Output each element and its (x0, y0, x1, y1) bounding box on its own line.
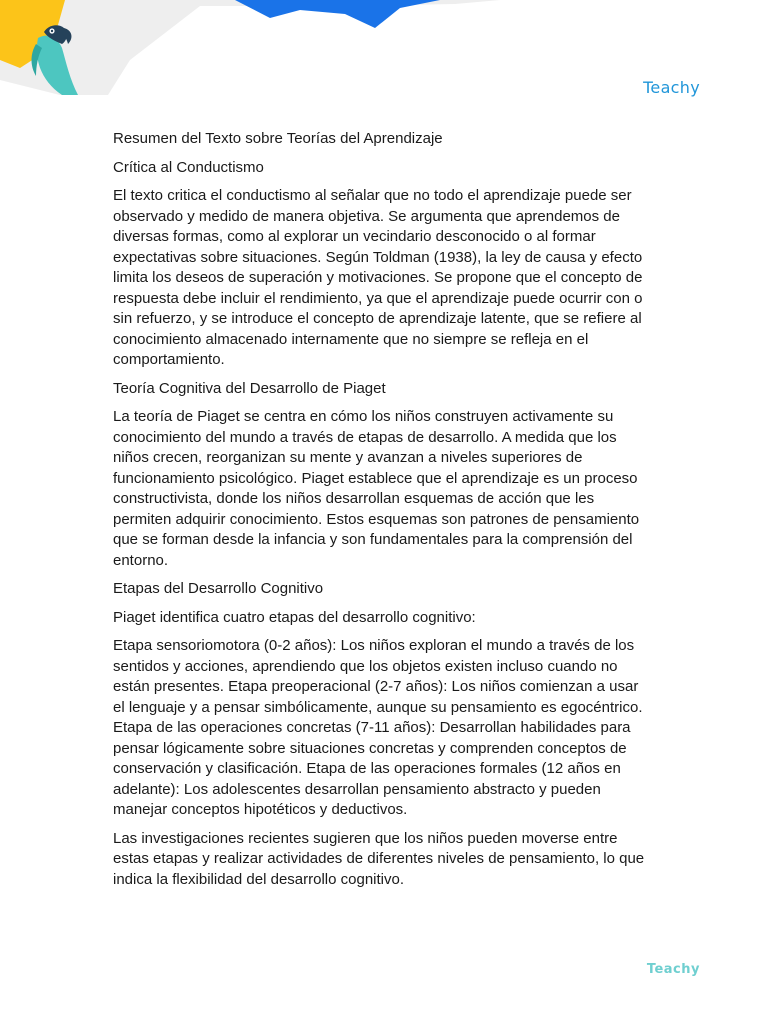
header-blue-shape (235, 0, 440, 28)
paragraph-piaget: La teoría de Piaget se centra en cómo los niños construyen activamente su conocimiento del mundo a través de etapas de desarrollo. A medida que los niños crecen, reorganizan su mente y avanzan a niveles superiores de funcionamiento psicológico. Piaget establece que el aprendizaje es un proceso constructivista, donde los niños desarrollan esquemas de acción que les permiten adquirir conocimiento. Estos esquemas son patrones de pensamiento que se forman desde la infancia y son fundamentales para la comprensión del entorno. (113, 408, 640, 569)
paragraph-etapas-intro: Piaget identifica cuatro etapas del desarrollo cognitivo: (113, 608, 476, 626)
paragraph-etapas: Etapa sensoriomotora (0-2 años): Los niños exploran el mundo a través de los sentidos y acciones, aprendiendo que los objetos existen incluso cuando no están presentes. Etapa preoperacional (2-7 años): Los niños comienzan a usar el lenguaje y a pensar simbólicamente, aunque su pensamiento es egocéntrico. Etapa de las operaciones concretas (7-11 años): Desarrollan habilidades para pensar lógicamente sobre situaciones concretas y comprenden conceptos de conservación y clasificación. Etapa de las operaciones formales (12 años en adelante): Los adolescentes desarrollan pensamiento abstracto y pueden manejar conceptos hipotéticos y deductivos. (113, 637, 643, 818)
teachy-brand-footer: Teachy (646, 962, 700, 977)
header-gray-shape (0, 0, 500, 95)
document-title: Resumen del Texto sobre Teorías del Aprendizaje (113, 130, 443, 147)
section-heading-piaget: Teoría Cognitiva del Desarrollo de Piaget (113, 379, 386, 397)
document-body (113, 129, 653, 898)
paragraph-conductismo: El texto critica el conductismo al señalar que no todo el aprendizaje puede ser observado y medido de manera objetiva. Se argumenta que aprendemos de diversas formas, como al explorar un vecindario desconocido o al formar expectativas sobre situaciones. Según Toldman (1938), la ley de causa y efecto limita los deseos de superación y motivaciones. Se propone que el concepto de respuesta debe incluir el rendimiento, ya que el aprendizaje puede ocurrir con o sin refuerzo, y se introduce el concepto de aprendizaje latente, que se refiere al conocimiento almacenado internamente que no siempre se refleja en el comportamiento. (113, 187, 643, 368)
teachy-brand-header: Teachy (643, 78, 700, 97)
section-heading-conductismo: Crítica al Conductismo (113, 158, 264, 176)
paragraph-investigaciones: Las investigaciones recientes sugieren que los niños pueden moverse entre estas etapas y realizar actividades de diferentes niveles de pensamiento, lo que indica la flexibilidad del desarrollo cognitivo. (113, 829, 645, 888)
section-heading-etapas: Etapas del Desarrollo Cognitivo (113, 580, 324, 597)
